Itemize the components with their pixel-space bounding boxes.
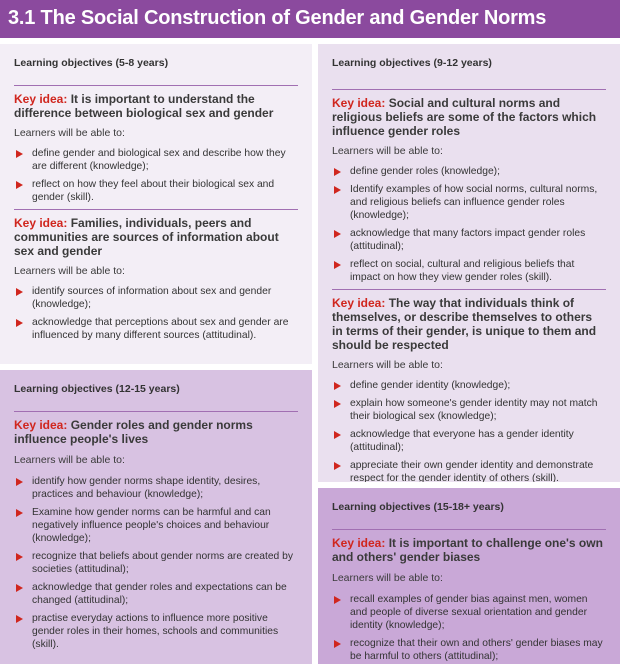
key-idea	[14, 216, 298, 258]
list-item: identify how gender norms shape identity, desires, practices and behaviour (knowledge);	[14, 475, 298, 501]
objective-list	[14, 285, 298, 342]
bullet-arrow-icon	[334, 640, 341, 648]
key-idea-label: Key idea:	[14, 92, 68, 106]
learning-objectives-title: Learning objectives (12-15 years)	[14, 383, 180, 395]
bullet-arrow-icon	[334, 230, 341, 238]
bullet-arrow-icon	[334, 261, 341, 269]
list-item: explain how someone's gender identity may not match their biological sex (knowledge);	[332, 397, 606, 423]
list-item: recall examples of gender bias against men, women and people of diverse sexual orientation and gender identity (knowledge);	[332, 593, 606, 632]
key-idea	[14, 92, 298, 120]
key-idea-label: Key idea:	[332, 536, 386, 550]
bullet-arrow-icon	[334, 462, 341, 470]
key-idea-label: Key idea:	[14, 418, 68, 432]
learners-intro: Learners will be able to:	[332, 572, 443, 584]
key-idea-text: It is important to challenge one's own and others' gender biases	[332, 536, 603, 564]
list-item: practise everyday actions to influence more positive gender roles in their homes, schools and communities (skill).	[14, 612, 298, 651]
list-item: recognize that their own and others' gender biases may be harmful to others (attitudinal);	[332, 637, 606, 663]
bullet-arrow-icon	[16, 615, 23, 623]
list-item: Examine how gender norms can be harmful and can negatively influence people's choices and behaviour (knowledge);	[14, 506, 298, 545]
divider	[14, 411, 298, 412]
list-item: acknowledge that everyone has a gender identity (attitudinal);	[332, 428, 606, 454]
bullet-arrow-icon	[16, 584, 23, 592]
learners-intro: Learners will be able to:	[14, 127, 125, 139]
key-idea-text: It is important to understand the difference between biological sex and gender	[14, 92, 274, 120]
learners-intro: Learners will be able to:	[332, 145, 443, 157]
bullet-arrow-icon	[16, 553, 23, 561]
list-item: reflect on social, cultural and religious beliefs that impact on how they view gender roles (skill).	[332, 258, 606, 284]
panel-15-18-years	[318, 488, 620, 664]
key-idea-text: The way that individuals think of themselves, or describe themselves to others in terms of their gender, is unique to them and should be respected	[332, 296, 597, 352]
bullet-arrow-icon	[16, 478, 23, 486]
panel-5-8-years	[0, 44, 312, 364]
bullet-arrow-icon	[16, 319, 23, 327]
key-idea	[14, 418, 298, 446]
objective-list	[14, 147, 298, 204]
learners-intro: Learners will be able to:	[14, 265, 125, 277]
bullet-arrow-icon	[334, 382, 341, 390]
key-idea	[332, 536, 606, 564]
list-item: acknowledge that many factors impact gender roles (attitudinal);	[332, 227, 606, 253]
learning-objectives-title: Learning objectives (9-12 years)	[332, 57, 492, 69]
objective-list	[332, 593, 606, 663]
bullet-arrow-icon	[16, 150, 23, 158]
objective-list	[332, 165, 606, 284]
list-item: define gender roles (knowledge);	[332, 165, 606, 178]
key-idea-text: Gender roles and gender norms influence people's lives	[14, 418, 253, 446]
key-idea-text: Families, individuals, peers and communities are sources of information about sex and gender	[14, 216, 279, 258]
key-idea	[332, 96, 606, 138]
learners-intro: Learners will be able to:	[14, 454, 125, 466]
bullet-arrow-icon	[334, 186, 341, 194]
key-idea-label: Key idea:	[332, 96, 386, 110]
key-idea-label: Key idea:	[14, 216, 68, 230]
bullet-arrow-icon	[16, 288, 23, 296]
divider	[332, 529, 606, 530]
objective-list	[14, 475, 298, 651]
list-item: Identify examples of how social norms, cultural norms, and religious beliefs can influence gender roles (knowledge);	[332, 183, 606, 222]
key-idea	[332, 296, 606, 352]
key-idea-label: Key idea:	[332, 296, 386, 310]
section-header	[0, 0, 620, 38]
list-item: define gender and biological sex and describe how they are different (knowledge);	[14, 147, 298, 173]
panel-12-15-years	[0, 370, 312, 664]
learning-objectives-title: Learning objectives (15-18+ years)	[332, 501, 504, 513]
bullet-arrow-icon	[334, 168, 341, 176]
list-item: acknowledge that gender roles and expectations can be changed (attitudinal);	[14, 581, 298, 607]
learning-objectives-title: Learning objectives (5-8 years)	[14, 57, 169, 69]
learners-intro: Learners will be able to:	[332, 359, 443, 371]
bullet-arrow-icon	[334, 431, 341, 439]
panel-9-12-years	[318, 44, 620, 482]
section-title: 3.1 The Social Construction of Gender and Gender Norms	[8, 7, 547, 29]
bullet-arrow-icon	[16, 509, 23, 517]
bullet-arrow-icon	[334, 596, 341, 604]
list-item: identify sources of information about sex and gender (knowledge);	[14, 285, 298, 311]
divider	[14, 85, 298, 86]
list-item: reflect on how they feel about their biological sex and gender (skill).	[14, 178, 298, 204]
list-item: acknowledge that perceptions about sex and gender are influenced by many different sources (attitudinal).	[14, 316, 298, 342]
list-item: recognize that beliefs about gender norms are created by societies (attitudinal);	[14, 550, 298, 576]
divider	[332, 289, 606, 290]
bullet-arrow-icon	[334, 400, 341, 408]
key-idea-text: Social and cultural norms and religious beliefs are some of the factors which influence gender roles	[332, 96, 597, 138]
divider	[14, 209, 298, 210]
divider	[332, 89, 606, 90]
list-item: appreciate their own gender identity and demonstrate respect for the gender identity of others (skill).	[332, 459, 606, 482]
objective-list	[332, 379, 606, 482]
bullet-arrow-icon	[16, 181, 23, 189]
list-item: define gender identity (knowledge);	[332, 379, 606, 392]
